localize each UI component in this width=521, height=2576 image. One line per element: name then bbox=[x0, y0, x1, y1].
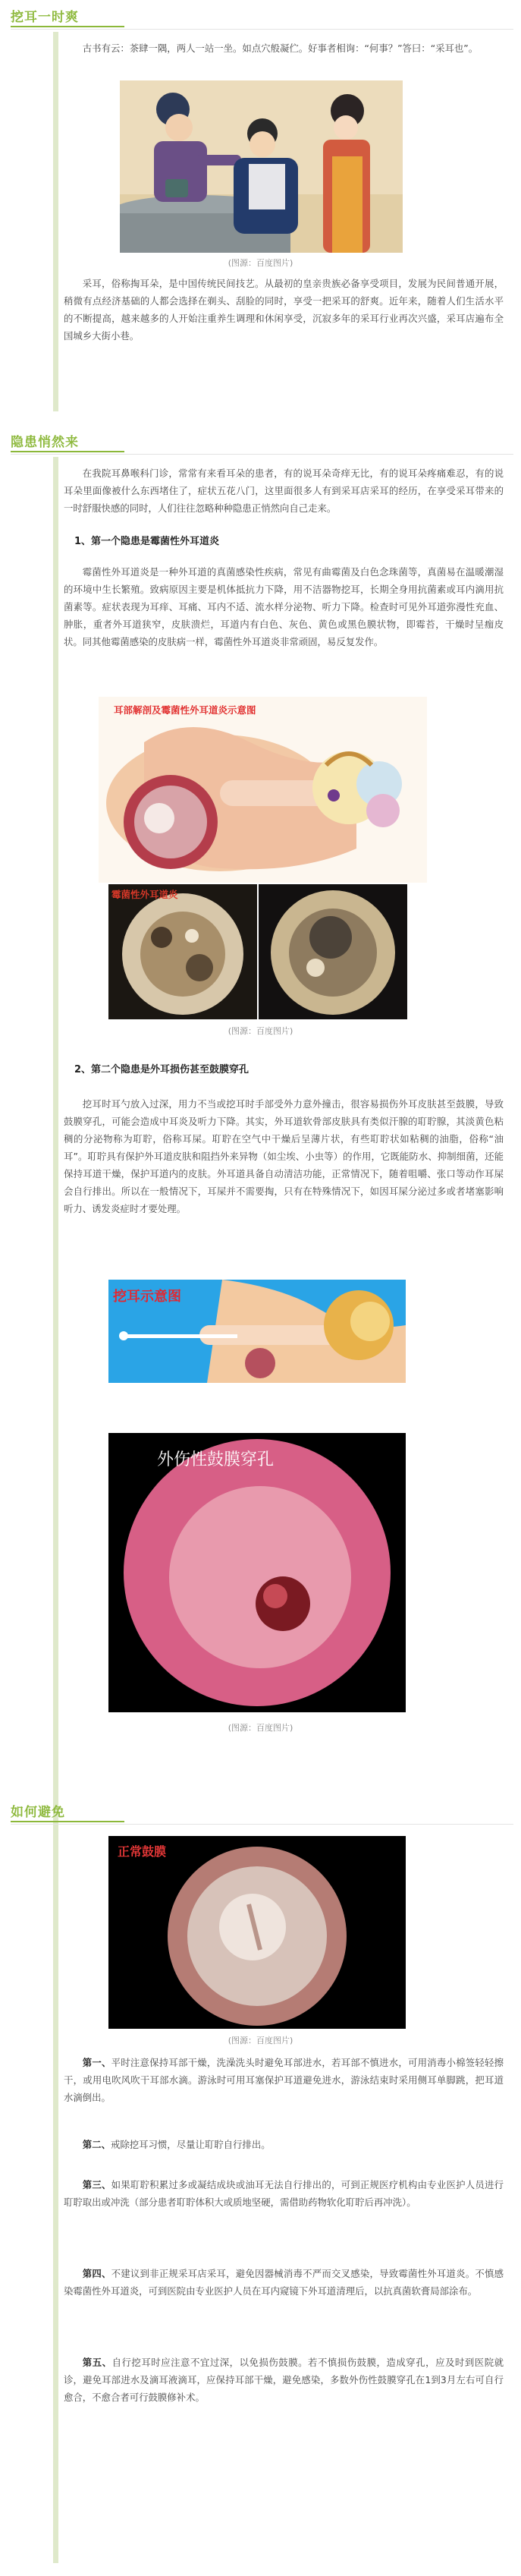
perforation-photo bbox=[108, 1433, 406, 1712]
tip-text: 戒除挖耳习惯，尽量让耵聍自行排出。 bbox=[110, 2139, 271, 2150]
intro-paragraph-2: 采耳，俗称掏耳朵，是中国传统民间技艺。从最初的皇亲贵族必备享受项目，发展为民间普通开展，稍微有点经济基础的人都会选择在剃头、刮脸的同时，享受一把采耳的舒爽。近年来，随着人们生活水平的不断提高，越来越多的人开始注重养生调理和休闲享受，沉寂多年的采耳行业再次兴盛，采耳店遍布全国城乡大街小巷。 bbox=[64, 278, 504, 342]
title-underline bbox=[11, 451, 124, 452]
tip-lead: 第四、 bbox=[82, 2268, 111, 2279]
eardrum-perforation bbox=[108, 1433, 406, 1712]
tip-1 bbox=[64, 2054, 504, 2106]
tip-4 bbox=[64, 2265, 504, 2300]
figure-caption: (图源：百度图片) bbox=[228, 1026, 293, 1036]
otoscope-view bbox=[108, 884, 257, 1019]
divider bbox=[11, 1824, 513, 1825]
quote-bar bbox=[53, 32, 58, 411]
tip-lead: 第五、 bbox=[82, 2357, 112, 2368]
title-underline bbox=[11, 1821, 124, 1822]
figure-caption: (图源：百度图片) bbox=[228, 1723, 293, 1733]
quote-bar bbox=[53, 1827, 58, 2563]
ear-anatomy-illustration bbox=[99, 697, 427, 883]
section-title: 挖耳一时爽 bbox=[11, 10, 79, 25]
ear-anatomy-figure bbox=[99, 697, 427, 883]
figure-caption: (图源：百度图片) bbox=[228, 258, 293, 268]
normal-eardrum-photo bbox=[108, 1836, 406, 2029]
tip-text: 平时注意保持耳部干燥，洗澡洗头时避免耳部进水，若耳部不慎进水，可用消毒小棉签轻轻擦干，或用电吹风吹干耳部水滴。游泳时可用耳塞保护耳道避免进水，游泳结束时采用侧耳单脚跳，把耳道水滴倒出。 bbox=[64, 2057, 504, 2103]
tip-lead: 第三、 bbox=[82, 2179, 111, 2190]
tip-text: 如果耵聍积累过多或凝结成块或油耳无法自行排出的，可到正规医疗机构由专业医护人员进行耵聍取出或冲洗（部分患者耵聍体积大或质地坚硬，需借助药物软化耵聍后再冲洗）。 bbox=[64, 2179, 504, 2208]
figure-label: 挖耳示意图 bbox=[113, 1289, 181, 1305]
otomycosis-photo-left bbox=[108, 884, 257, 1019]
tip-3 bbox=[64, 2176, 504, 2211]
section-title: 隐患悄然来 bbox=[11, 435, 79, 450]
otomycosis-photo-right bbox=[259, 884, 407, 1019]
figure-label: 霉菌性外耳道炎 bbox=[111, 889, 178, 900]
tip-2 bbox=[64, 2136, 504, 2153]
illustration-caier bbox=[120, 80, 403, 253]
section-header-2 bbox=[0, 425, 521, 455]
figure-caption: (图源：百度图片) bbox=[228, 2036, 293, 2045]
tip-lead: 第二、 bbox=[82, 2139, 111, 2150]
tip-text: 自行挖耳时应注意不宜过深，以免损伤鼓膜。若不慎损伤鼓膜，造成穿孔，应及时到医院就诊，避免耳部进水及滴耳液滴耳，应保持耳部干燥，避免感染，多数外伤性鼓膜穿孔在1到3月左右可自行愈合，不愈合者可行鼓膜修补术。 bbox=[64, 2357, 504, 2403]
tip-lead: 第一、 bbox=[82, 2057, 111, 2068]
tip-text: 不建议到非正规采耳店采耳，避免因器械消毒不严而交叉感染，导致霉菌性外耳道炎。不慎感染霉菌性外耳道炎，可到医院由专业医护人员在耳内窥镜下外耳道清理后，以抗真菌软膏局部涂布。 bbox=[64, 2268, 504, 2297]
intro-paragraph-1: 古书有云：茶肆一隅，两人一站一坐。如点穴般凝伫。好事者相询：“何事？”答曰：“采耳也”。 bbox=[82, 43, 479, 54]
section-header-3 bbox=[0, 1795, 521, 1825]
divider bbox=[11, 454, 513, 455]
subheading-2: 2、第二个隐患是外耳损伤甚至鼓膜穿孔 bbox=[74, 1064, 250, 1075]
ear-picking-illustration bbox=[108, 1280, 406, 1383]
section-title: 如何避免 bbox=[11, 1805, 65, 1820]
section-header-1 bbox=[0, 0, 521, 30]
figure-label: 外伤性鼓膜穿孔 bbox=[157, 1450, 275, 1469]
quote-bar bbox=[53, 457, 58, 1861]
divider bbox=[11, 29, 513, 30]
normal-eardrum bbox=[108, 1836, 406, 2029]
hazard-paragraph-3: 挖耳时耳勺放入过深，用力不当或挖耳时手部受外力意外撞击，很容易损伤外耳皮肤甚至鼓膜，导致鼓膜穿孔，可能会造成中耳炎及听力下降。其实，外耳道软骨部皮肤具有类似汗腺的耵聍腺，其淡黄色粘稠的分泌物称为耵聍，俗称耳屎。耵聍在空气中干燥后呈薄片状，有些耵聍状如粘稠的油脂，俗称“油耳”。耵聍具有保护外耳道皮肤和阻挡外来异物（如尘埃、小虫等）的作用，它既能防水、抑制细菌，还能保持耳道干燥，保护耳道内的皮肤。外耳道具备自动清洁功能，正常情况下，随着咀嚼、张口等动作耳屎会自行排出。所以在一般情况下，耳屎并不需要掏，只有在特殊情况下，如因耳屎分泌过多或者堵塞影响听力、诱发炎症时才要处理。 bbox=[64, 1098, 504, 1214]
tip-5 bbox=[64, 2354, 504, 2406]
title-underline bbox=[11, 26, 124, 27]
otoscope-view bbox=[259, 884, 407, 1019]
caier-illustration bbox=[120, 80, 403, 253]
subheading-1: 1、第一个隐患是霉菌性外耳道炎 bbox=[74, 536, 220, 547]
figure-title: 耳部解剖及霉菌性外耳道炎示意图 bbox=[114, 704, 256, 716]
figure-label: 正常鼓膜 bbox=[118, 1844, 167, 1859]
hazard-paragraph-2: 霉菌性外耳道炎是一种外耳道的真菌感染性疾病，常见有曲霉菌及白色念珠菌等，真菌易在温暖潮湿的环境中生长繁殖。致病原因主要是机体抵抗力下降，用不洁器物挖耳，长期全身用抗菌素或耳内滴用抗菌素等。症状表现为耳痒、耳痛、耳内不适、流水样分泌物、听力下降。检查时可见外耳道弥漫性充血、肿胀，重者外耳道狭窄，皮肤溃烂，耳道内有白色、灰色、黄色或黑色膜状物，即霉苔，干燥时呈痂皮状。同其他霉菌感染的皮肤病一样，霉菌性外耳道炎非常顽固，易反复发作。 bbox=[64, 566, 504, 647]
hazard-paragraph-1: 在我院耳鼻喉科门诊，常常有来看耳朵的患者，有的说耳朵奇痒无比，有的说耳朵疼痛难忍，有的说耳朵里面像被什么东西堵住了，症状五花八门，这里面很多人有到采耳店采耳的经历，在享受采耳带来的一时舒服快感的同时，人们往往忽略种种隐患正悄然向自己走来。 bbox=[64, 468, 504, 514]
